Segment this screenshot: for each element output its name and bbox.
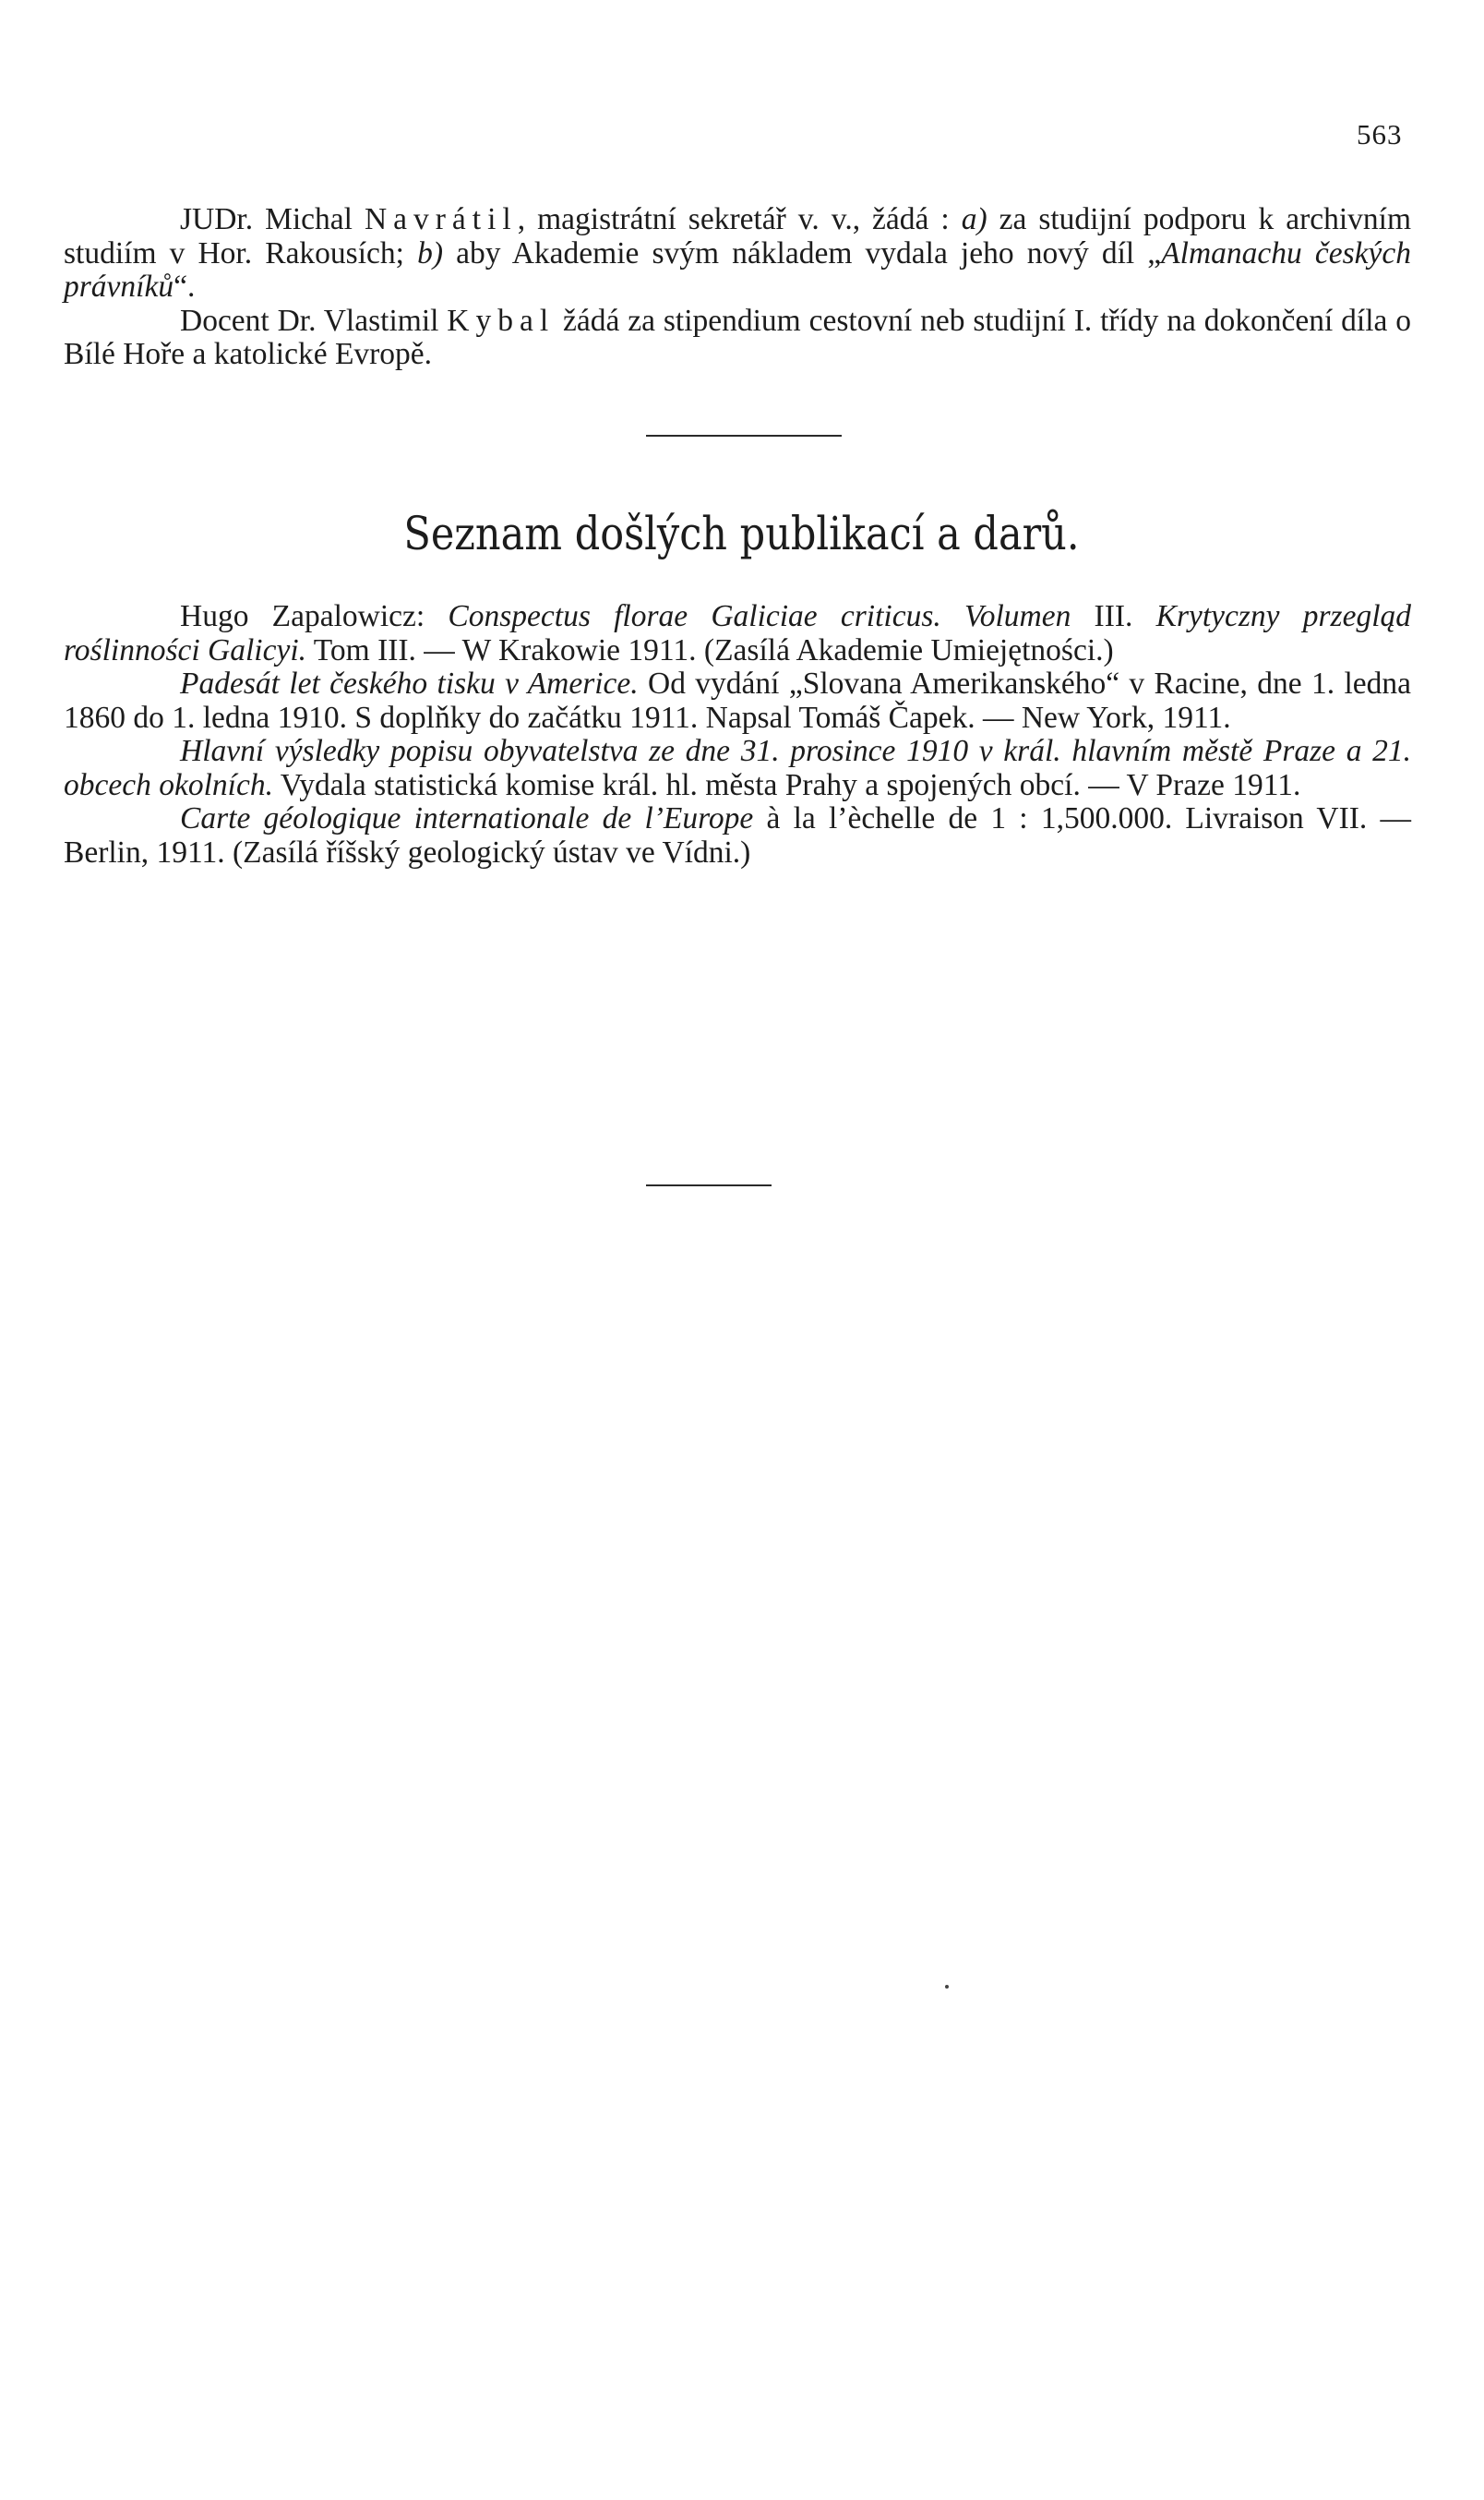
publication-details: Od vydání „Slovana Amerikanského“ v Racine, dne 1. ledna 1860 do 1. ledna 1910. S doplňky do začátku 1911. Napsal Tomáš Čapek. — New York, 1911. bbox=[64, 667, 1411, 735]
request-separator: , bbox=[517, 202, 538, 236]
publications-list bbox=[64, 600, 1411, 870]
publication-details: Tom III. — W Krakowie 1911. (Zasílá Akademie Umiejętności.) bbox=[306, 632, 1114, 667]
request-lead: JUDr. Michal bbox=[180, 202, 365, 236]
list-marker: b) bbox=[417, 235, 443, 270]
person-name: Kybal bbox=[447, 303, 556, 338]
publication-title: Conspectus florae Galiciae criticus. Volumen bbox=[448, 599, 1071, 633]
publication-author: Hugo Zapalowicz: bbox=[180, 599, 449, 633]
request-text: žádá za stipendium cestovní neb studijní I. třídy na dokončení díla o Bílé Hoře a katolické Evropě. bbox=[64, 303, 1411, 371]
publication-title: Krytyczny przegląd roślinności Galicyi. bbox=[64, 599, 1412, 667]
section-divider bbox=[646, 435, 842, 437]
publication-details: à la l’èchelle de 1 : 1,500.000. Livraison VII. — Berlin, 1911. (Zasílá říšský geologický ústav ve Vídni.) bbox=[64, 801, 1411, 870]
request-text: za studijní podporu k archivním studiím v Hor. Rakousích; bbox=[64, 202, 1412, 270]
publication-entry bbox=[64, 802, 1411, 870]
publication-title: Padesát let českého tisku v Americe. bbox=[180, 667, 639, 701]
publication-title: Carte géologique internationale de l’Europe bbox=[180, 801, 754, 835]
publication-title: Hlavní výsledky popisu obyvatelstva ze dne 31. prosince 1910 v král. hlavním městě Praze a 21. obcech okolních. bbox=[64, 734, 1411, 802]
page-number: 563 bbox=[1357, 118, 1403, 150]
requests-block bbox=[64, 203, 1411, 372]
request-lead: Docent Dr. Vlastimil bbox=[180, 303, 448, 338]
request-paragraph bbox=[64, 203, 1411, 305]
request-paragraph bbox=[64, 305, 1411, 372]
print-speck bbox=[945, 1985, 949, 1989]
publication-volume: III. bbox=[1071, 599, 1156, 633]
request-close: “. bbox=[174, 270, 196, 304]
request-text: magistrátní sekretář v. v., žádá : bbox=[537, 202, 962, 236]
person-name: Navrátil bbox=[364, 202, 518, 236]
publication-entry bbox=[64, 735, 1411, 802]
publication-details: Vydala statistická komise král. hl. města Prahy a spojených obcí. — V Praze 1911. bbox=[272, 767, 1301, 802]
work-title: Almanachu českých právníků bbox=[64, 235, 1411, 304]
list-marker: a) bbox=[961, 202, 987, 236]
request-text: aby Akademie svým nákladem vydala jeho nový díl „ bbox=[442, 235, 1162, 270]
publication-entry bbox=[64, 667, 1411, 735]
publication-entry bbox=[64, 600, 1411, 667]
end-divider bbox=[646, 1184, 772, 1186]
section-heading: Seznam došlých publikací a darů. bbox=[403, 507, 1080, 560]
